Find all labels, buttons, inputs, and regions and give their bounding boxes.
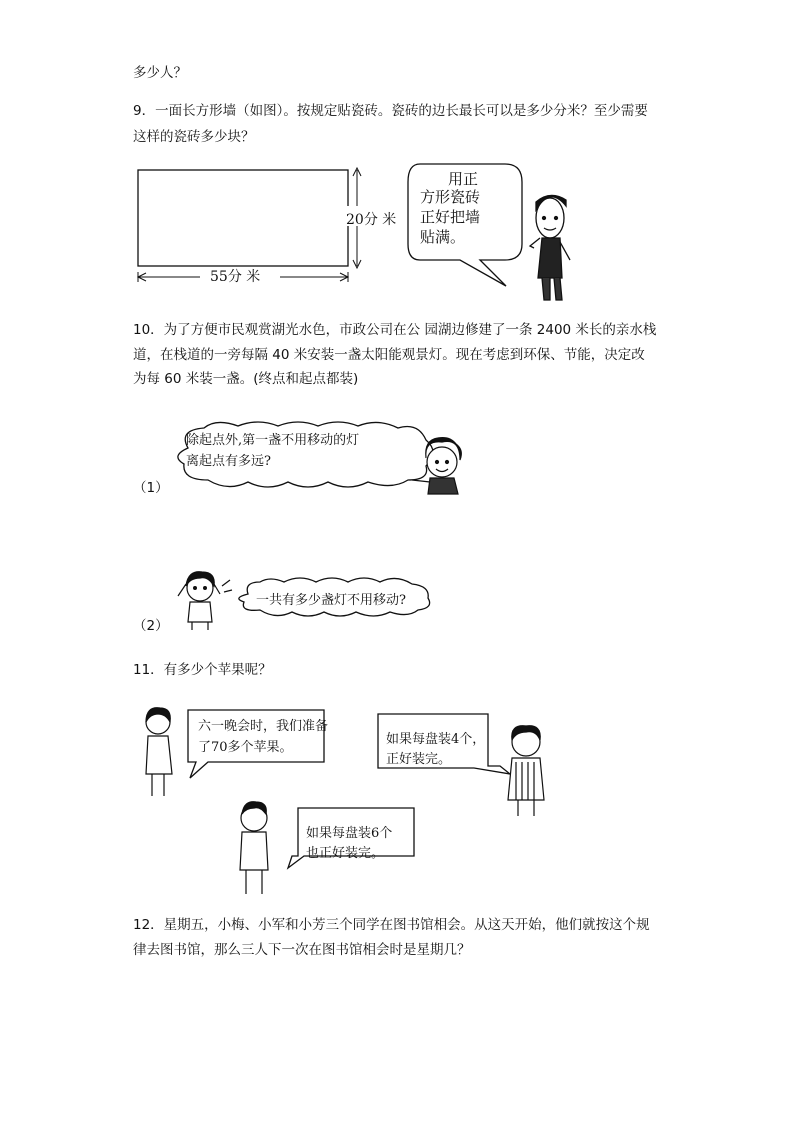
question-9-line2: 这样的瓷砖多少块？ [133,129,255,145]
teacher-man-icon [530,195,570,300]
bubble-line: 用正 [448,170,479,188]
question-9-line1: 9．一面长方形墙（如图）。按规定贴瓷砖。瓷砖的边长最长可以是多少分米？至少需要 [133,103,648,119]
bubble-apples-line2: 了70多个苹果。 [198,740,293,755]
bubble-line: 贴满。 [420,228,466,246]
cloud-1-line2: 离起点有多远? [186,454,271,469]
girl-pigtails-icon [178,572,232,630]
bubble-line: 正好把墙 [420,208,481,226]
wall-diagram [130,160,580,310]
question-11: 11．有多少个苹果呢？ [133,662,272,678]
question-10-line3: 为每 60 米装一盏。(终点和起点都装) [133,371,359,387]
bubble-four-line1: 如果每盘装4个， [386,732,486,747]
sub-question-1: （1） [133,480,169,496]
question-12-line2: 律去图书馆，那么三人下一次在图书馆相会时是星期几？ [133,942,471,958]
girl-left-icon [146,708,172,796]
sub-question-2: （2） [133,618,169,634]
bubble-six-line2: 也正好装完。 [306,846,385,861]
cloud-1-line1: 除起点外,第一盏不用移动的灯 [186,433,360,448]
boy-icon [240,802,268,894]
bubble-four-line2: 正好装完。 [386,752,452,767]
question-10-line2: 道，在栈道的一旁每隔 40 米安装一盏太阳能观景灯。现在考虑到环保、节能，决定改 [133,347,645,363]
wall-height-label: 20分 米 [346,212,397,228]
girl-right-icon [508,726,544,816]
question-12-line1: 12．星期五，小梅、小军和小芳三个同学在图书馆相会。从这天开始，他们就按这个规 [133,917,650,933]
question-10-line1: 10．为了方便市民观赏湖光水色，市政公司在公 园湖边修建了一条 2400 米长的亲水栈 [133,322,657,338]
bubble-apples-line1: 六一晚会时，我们准备 [198,719,329,734]
text-line: 多少人？ [133,65,187,81]
cloud-2-text: 一共有多少盏灯不用移动? [256,593,406,608]
bubble-line: 方形瓷砖 [420,188,481,206]
bubble-six-line1: 如果每盘装6个 [306,826,393,841]
wall-width-label: 55分 米 [210,269,261,285]
